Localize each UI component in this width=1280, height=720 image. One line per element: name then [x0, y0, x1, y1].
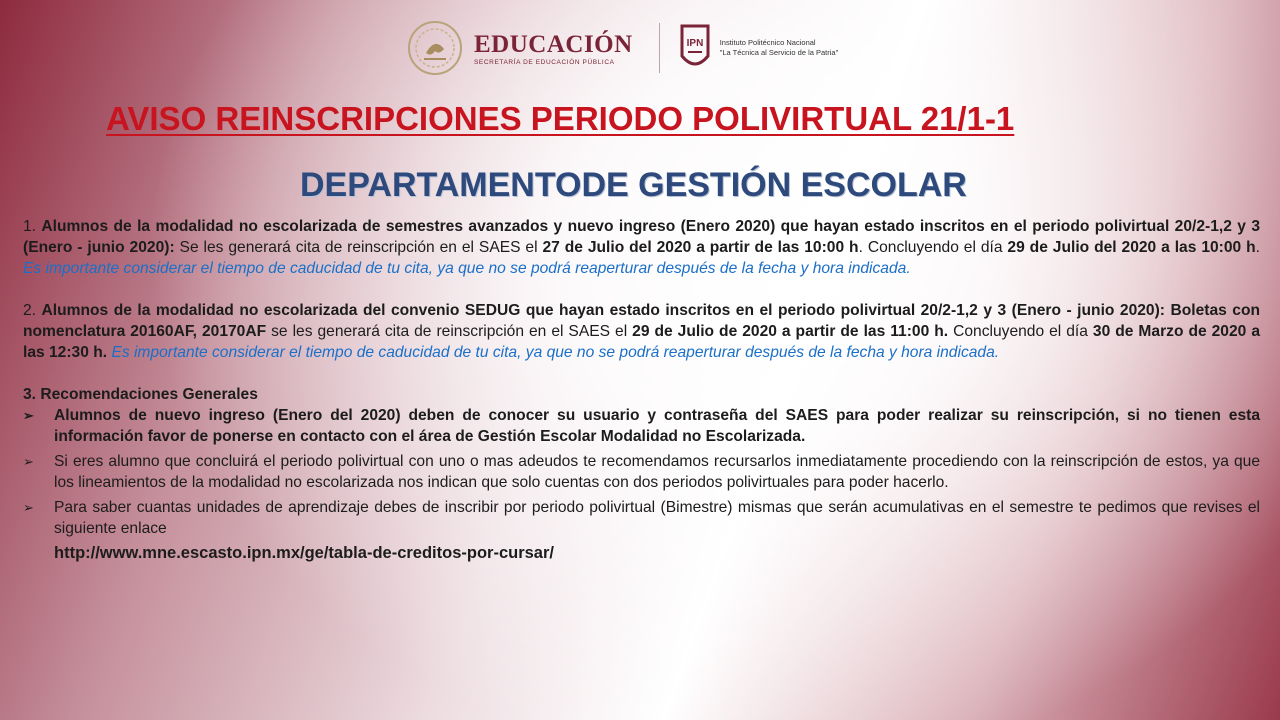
arrow-bullet-icon: ➢ — [23, 408, 34, 423]
mexico-seal-icon — [404, 19, 466, 77]
list-item — [23, 497, 1260, 539]
item-note: Es importante considerar el tiempo de caducidad de tu cita, ya que no se podrá reaperturar después de la fecha y hora indicada. — [23, 260, 911, 277]
item-date: 29 de Julio del 2020 a las 10:00 h — [1007, 239, 1256, 256]
recommendations-list — [23, 405, 1260, 539]
list-item — [23, 405, 1260, 447]
page-title: AVISO REINSCRIPCIONES PERIODO POLIVIRTUAL 21/1-1 — [106, 100, 1015, 137]
item-note: Es importante considerar el tiempo de caducidad de tu cita, ya que no se podrá reaperturar después de la fecha y hora indicada. — [111, 344, 1000, 361]
item-number: 1. — [23, 218, 42, 235]
spacer — [23, 279, 1260, 300]
notice-body — [23, 216, 1260, 564]
item-date: 27 de Julio del 2020 a partir de las 10:00 h — [542, 239, 859, 256]
item-text: Se les generará cita de reinscripción en el SAES el — [174, 239, 543, 256]
notice-item-2 — [23, 300, 1260, 363]
item-text: . Concluyendo el día — [858, 239, 1008, 256]
spacer — [23, 363, 1260, 384]
item-text: Concluyendo el día — [948, 323, 1093, 340]
item-bold-text: Alumnos de la modalidad no escolarizada del convenio SEDUG que hayan estado inscritos en el periodo polivirtual 20/2-1,2 y 3 (Enero - junio 2020): Boletas con nomenclatura 20160AF, 20170AF — [23, 302, 1261, 340]
arrow-bullet-icon: ➢ — [23, 500, 34, 515]
item-number: 2. — [23, 302, 42, 319]
ipn-logo-text: IPN — [686, 38, 704, 49]
ipn-logo-icon — [678, 22, 712, 74]
list-item-text: Alumnos de nuevo ingreso (Enero del 2020) deben de conocer su usuario y contraseña del SAES para poder realizar su reinscripción, si no tienen esta información favor de ponerse en contacto con el área de Gestión Escolar Modalidad no Escolarizada. — [54, 407, 1260, 445]
department-title: DEPARTAMENTODE GESTIÓN ESCOLAR — [300, 166, 967, 204]
item-date: 29 de Julio de 2020 a partir de las 11:00 h. — [632, 323, 949, 340]
recommendations-heading: 3. Recomendaciones Generales — [23, 386, 258, 403]
item-text: se les generará cita de reinscripción en el SAES el — [266, 323, 633, 340]
sep-subtitle: SECRETARÍA DE EDUCACIÓN PÚBLICA — [474, 58, 615, 66]
item-bold-text: Alumnos de la modalidad no escolarizada de semestres avanzados y nuevo ingreso (Enero 2020) que hayan estado inscritos en el periodo polivirtual 20/2-1,2 y 3 (Enero - junio 2020): — [23, 218, 1261, 256]
arrow-bullet-icon: ➢ — [23, 454, 34, 469]
logo-divider — [659, 23, 660, 73]
ipn-motto: "La Técnica al Servicio de la Patria" — [719, 48, 839, 57]
sep-brand — [474, 31, 633, 66]
credits-table-link[interactable]: http://www.mne.escasto.ipn.mx/ge/tabla-de-creditos-por-cursar/ — [54, 544, 554, 562]
item-date: 30 de Marzo de 2020 a las 12:30 h. — [23, 323, 1260, 361]
item-text: . — [1255, 239, 1260, 256]
header-logos — [404, 18, 838, 78]
ipn-brand — [720, 38, 839, 58]
list-item — [23, 451, 1260, 493]
notice-item-1 — [23, 216, 1260, 279]
list-item-text: Para saber cuantas unidades de aprendizaje debes de inscribir por periodo polivirtual (Bimestre) mismas que serán acumulativas en el semestre te pedimos que revises el siguiente enlace — [54, 499, 1260, 537]
list-item-text: Si eres alumno que concluirá el periodo polivirtual con uno o mas adeudos te recomendamos recursarlos inmediatamente procediendo con la reinscripción de estos, ya que los lineamientos de la modalidad no escolarizada nos indican que solo cuentas con dos periodos polivirtuales para poder hacerlo. — [54, 453, 1260, 491]
ipn-name: Instituto Politécnico Nacional — [719, 38, 816, 47]
sep-title: EDUCACIÓN — [474, 30, 633, 58]
